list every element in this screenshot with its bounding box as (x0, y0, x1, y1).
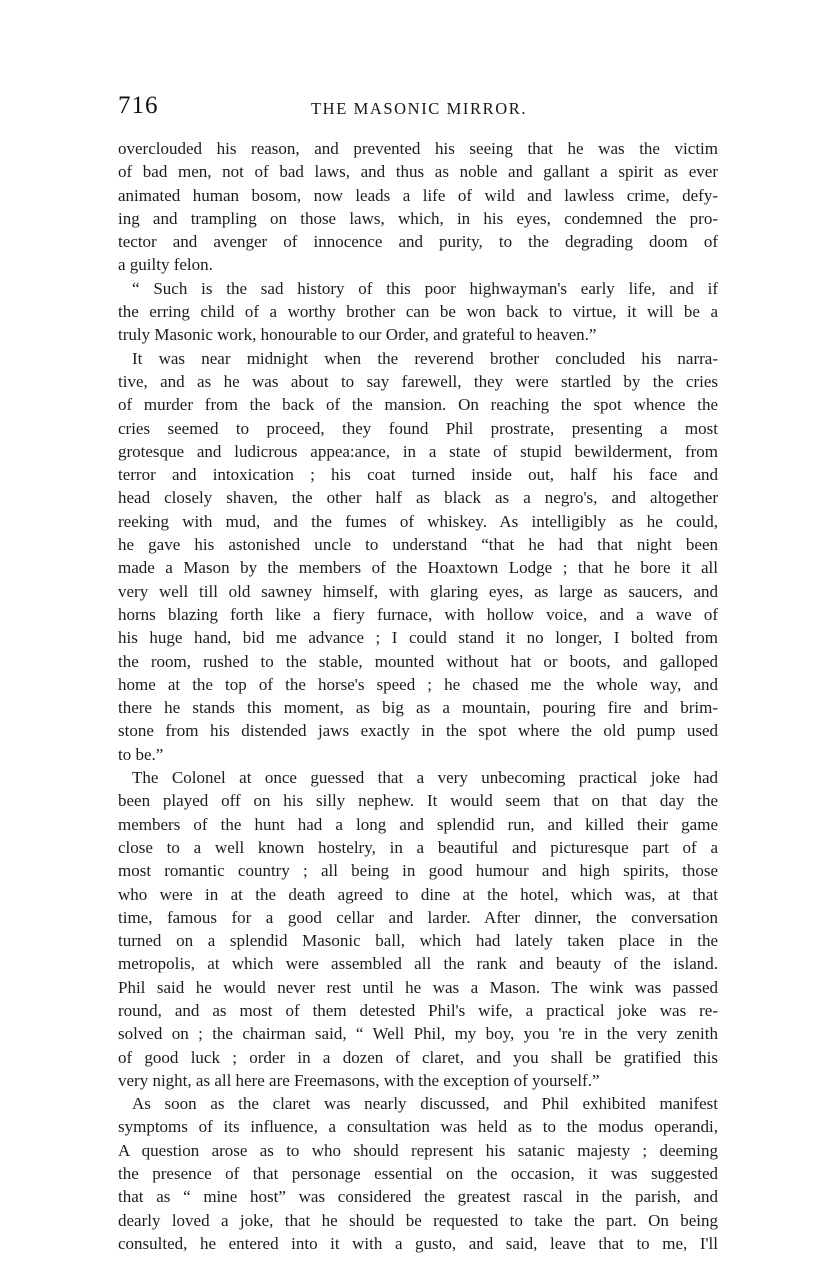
text-line: Phil said he would never rest until he was a Mason. The wink was passed (118, 977, 718, 997)
text-line: members of the hunt had a long and splendid run, and killed their game (118, 814, 718, 834)
text-line: symptoms of its influence, a consultation was held as to the modus operandi, (118, 1117, 718, 1137)
text-line: metropolis, at which were assembled all the rank and beauty of the island. (118, 954, 718, 974)
text-line: “ Such is the sad history of this poor highwayman's early life, and if (132, 278, 718, 298)
text-line: time, famous for a good cellar and larder. After dinner, the conversation (118, 907, 718, 927)
text-line: stone from his distended jaws exactly in the spot where the old pump used (118, 721, 718, 741)
text-line: his huge hand, bid me advance ; I could stand it no longer, I bolted from (118, 628, 718, 648)
text-line: tive, and as he was about to say farewell, they were startled by the cries (118, 371, 718, 391)
text-line: reeking with mud, and the fumes of whiskey. As intelligibly as he could, (118, 511, 718, 531)
page-header (118, 92, 718, 122)
text-line: terror and intoxication ; his coat turned inside out, half his face and (118, 465, 718, 485)
text-line: round, and as most of them detested Phil's wife, a practical joke was re- (118, 1000, 718, 1020)
text-line: turned on a splendid Masonic ball, which had lately taken place in the (118, 931, 718, 951)
text-line: It was near midnight when the reverend brother concluded his narra- (132, 348, 718, 368)
text-line: very well till old sawney himself, with glaring eyes, as large as saucers, and (118, 581, 718, 601)
text-line: the presence of that personage essential on the occasion, it was suggested (118, 1164, 718, 1184)
text-line: to be.” (118, 744, 164, 764)
text-line: made a Mason by the members of the Hoaxtown Lodge ; that he bore it all (118, 558, 718, 578)
running-title: THE MASONIC MIRROR. (311, 99, 528, 118)
body-text (118, 137, 718, 1255)
text-line: As soon as the claret was nearly discussed, and Phil exhibited manifest (132, 1094, 718, 1114)
text-line: A question arose as to who should represent his satanic majesty ; deeming (118, 1140, 718, 1160)
text-line: of murder from the back of the mansion. On reaching the spot whence the (118, 395, 718, 415)
text-line: home at the top of the horse's speed ; he chased me the whole way, and (118, 674, 718, 694)
text-line: dearly loved a joke, that he should be requested to take the part. On being (118, 1210, 718, 1230)
text-line: who were in at the death agreed to dine at the hotel, which was, at that (118, 884, 718, 904)
text-line: solved on ; the chairman said, “ Well Phil, my boy, you 're in the very zenith (118, 1024, 718, 1044)
text-line: there he stands this moment, as big as a mountain, pouring fire and brim- (118, 698, 718, 718)
text-line: that as “ mine host” was considered the greatest rascal in the parish, and (118, 1187, 718, 1207)
text-line: horns blazing forth like a fiery furnace, with hollow voice, and a wave of (118, 604, 718, 624)
text-line: tector and avenger of innocence and purity, to the degrading doom of (118, 232, 718, 252)
text-line: of good luck ; order in a dozen of claret, and you shall be gratified this (118, 1047, 718, 1067)
text-line: cries seemed to proceed, they found Phil prostrate, presenting a most (118, 418, 718, 438)
text-line: consulted, he entered into it with a gusto, and said, leave that to me, I'll (118, 1233, 718, 1253)
text-line: very night, as all here are Freemasons, with the exception of yourself.” (118, 1070, 600, 1090)
text-line: head closely shaven, the other half as black as a negro's, and altogether (118, 488, 718, 508)
text-line: overclouded his reason, and prevented his seeing that he was the victim (118, 139, 718, 158)
text-line: the room, rushed to the stable, mounted without hat or boots, and galloped (118, 651, 718, 671)
text-line: grotesque and ludicrous appea:ance, in a state of stupid bewilderment, from (118, 441, 718, 461)
text-line: ing and trampling on those laws, which, in his eyes, condemned the pro- (118, 208, 718, 228)
text-line: most romantic country ; all being in good humour and high spirits, those (118, 861, 718, 881)
text-line: The Colonel at once guessed that a very unbecoming practical joke had (132, 768, 718, 788)
text-line: a guilty felon. (118, 255, 213, 275)
text-line: animated human bosom, now leads a life of wild and lawless crime, defy- (118, 185, 718, 205)
text-line: of bad men, not of bad laws, and thus as noble and gallant a spirit as ever (118, 162, 718, 182)
text-line: truly Masonic work, honourable to our Order, and grateful to heaven.” (118, 325, 597, 345)
text-line: the erring child of a worthy brother can be won back to virtue, it will be a (118, 302, 718, 322)
text-line: been played off on his silly nephew. It would seem that on that day the (118, 791, 718, 811)
page-number: 716 (118, 92, 159, 119)
text-line: he gave his astonished uncle to understand “that he had that night been (118, 535, 718, 555)
text-line: close to a well known hostelry, in a beautiful and picturesque part of a (118, 837, 718, 857)
